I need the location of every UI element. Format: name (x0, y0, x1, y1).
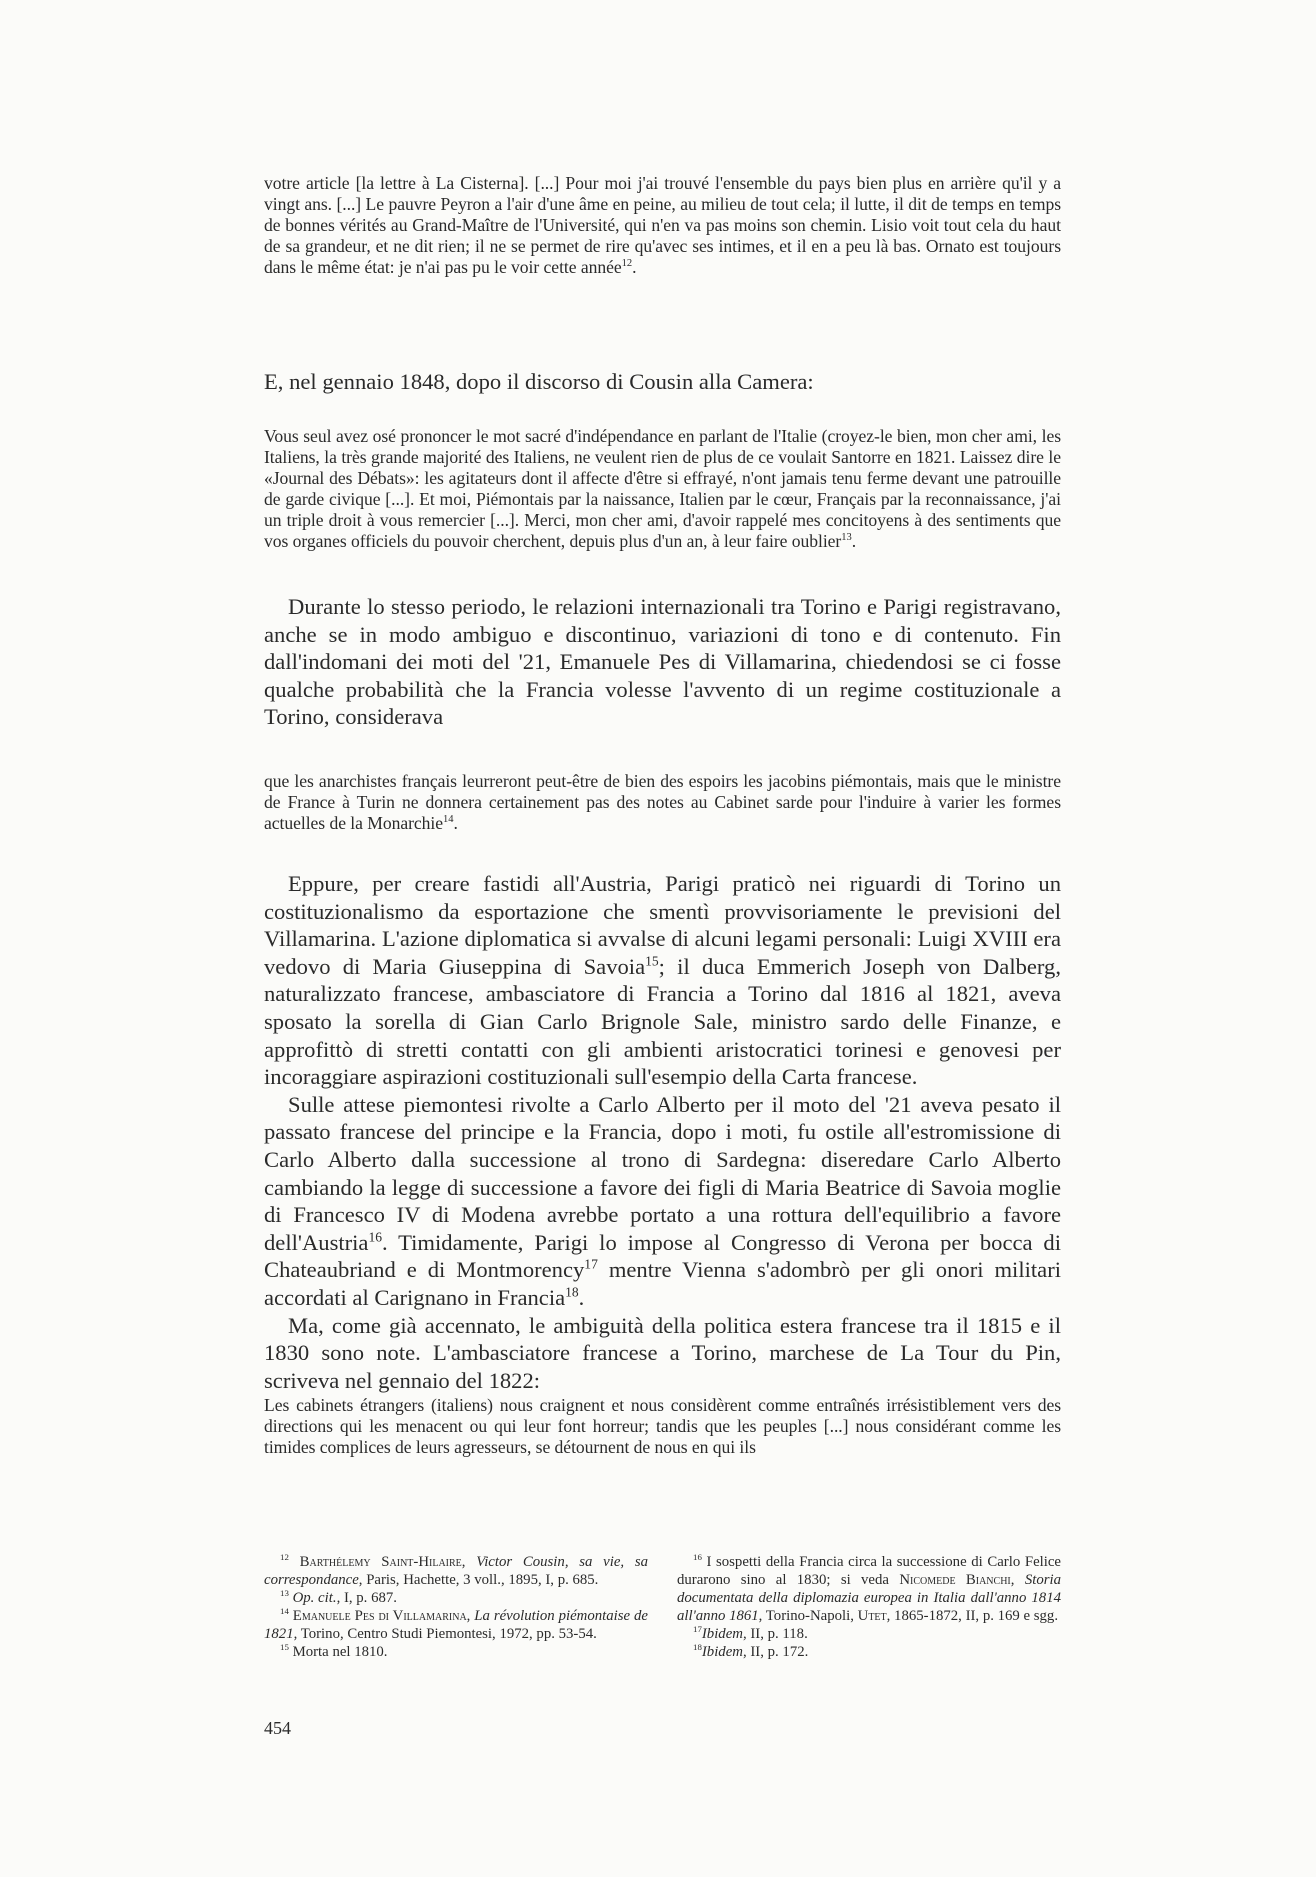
footnote-title: Storia documentata della diplomazia europea in Italia dall'anno 1814 all'anno 1861 (677, 1572, 1061, 1624)
footnote-18 (677, 1643, 1061, 1661)
footnote-15 (264, 1643, 648, 1661)
footnote-number: 17 (693, 1624, 702, 1635)
paragraph-eppure (264, 870, 1061, 1091)
footnote-text: , II, p. 172. (742, 1644, 809, 1660)
footnote-number: 14 (280, 1606, 289, 1617)
paragraph-attese (264, 1091, 1061, 1312)
footnote-ref: 18 (565, 1284, 579, 1300)
footnote-title: La révolution piémontaise de 1821 (264, 1608, 648, 1642)
footnote-text: , Torino-Napoli, (758, 1608, 858, 1624)
paragraph-text: Sulle attese piemontesi rivolte a Carlo Alberto per il moto del '21 aveva pesato il passato francese del principe e la Francia, dopo i moti, fu ostile all'estromissione di Carlo Alberto dalla successione al trono di Sardegna: diseredare Carlo Alberto cambiando la legge di successione a favore dei figli di Maria Beatrice di Savoia moglie di Francesco IV di Modena avrebbe portato a una rottura dell'equilibrio a favore dell'Austria (264, 1091, 1061, 1255)
quote-gennaio-1848: Vous seul avez osé prononcer le mot sacré d'indépendance en parlant de l'Italie (croyez-le bien, mon cher ami, les Italiens, la très grande majorité des Italiens, ne veulent rien de plus de ce voulait Santorre en 1821. Laissez dire le «Journal des Débats»: les agitateurs dont il affecte d'être si effrayé, n'ont jamais tenu ferme devant une patrouille de garde civique [...]. Et moi, Piémontais par la naissance, Italien par le cœur, Français par la reconnaissance, j'ai un triple droit à vous remercier [...]. Merci, mon cher ami, d'avoir rappelé mes concitoyens à des sentiments que vos organes officiels du pouvoir cherchent, depuis plus d'un an, à leur faire oublier$^{13}$. (264, 426, 1061, 551)
intro-paragraph: E, nel gennaio 1848, dopo il discorso di Cousin alla Camera: (264, 369, 814, 394)
footnote-text: , II, p. 118. (742, 1626, 808, 1642)
footnotes-right-column (677, 1553, 1061, 1661)
quote-text: que les anarchistes français leurreront peut-être de bien des espoirs les jacobins piémontais, mais que le ministre de France à Turin ne donnera certainement pas des notes au Cabinet sarde pour l'induire à varier les formes actuelles de la Monarchie (264, 771, 1061, 833)
footnote-12 (264, 1553, 648, 1589)
footnote-title: Op. cit. (292, 1590, 337, 1606)
footnote-ref: 17 (584, 1256, 598, 1272)
footnote-ref: 12 (621, 258, 633, 270)
footnote-publisher: Utet (857, 1608, 887, 1624)
footnote-text: , Torino, Centro Studi Piemontesi, 1972, pp. 53-54. (293, 1626, 597, 1642)
paragraph-text: mentre Vienna s'adombrò per gli onori militari accordati al Carignano in Francia (264, 1257, 1061, 1310)
footnote-title: Ibidem (701, 1626, 743, 1642)
footnote-number: 12 (280, 1552, 289, 1563)
paragraph-text: Eppure, per creare fastidi all'Austria, Parigi praticò nei riguardi di Torino un costituzionalismo da esportazione che smentì provvisoriamente le previsioni del Villamarina. L'azione diplomatica si avvalse di alcuni legami personali: Luigi XVIII era vedovo di Maria Giuseppina di Savoia (264, 871, 1061, 979)
quote-text: Vous seul avez osé prononcer le mot sacré d'indépendance en parlant de l'Italie (croyez-le bien, mon cher ami, les Italiens, la très grande majorité des Italiens, ne veulent rien de plus de ce voulait Santorre en 1821. Laissez dire le «Journal des Débats»: les agitateurs dont il affecte d'être si effrayé, n'ont jamais tenu ferme devant une patrouille de garde civique [...]. Et moi, Piémontais par la naissance, Italien par le cœur, Français par la reconnaissance, j'ai un triple droit à vous remercier [...]. Merci, mon cher ami, d'avoir rappelé mes concitoyens à des sentiments que vos organes officiels du pouvoir cherchent, depuis plus d'un an, à leur faire oublier (264, 426, 1061, 551)
footnote-title: Ibidem (701, 1644, 743, 1660)
footnote-text: , I, p. 687. (336, 1590, 397, 1606)
footnote-17 (677, 1625, 1061, 1643)
quote-text: Les cabinets étrangers (italiens) nous craignent et nous considèrent comme entraînés irrésistiblement vers des directions qui les menacent ou qui leur font horreur; tandis que les peuples [...] nous considérant comme les timides complices de leurs agresseurs, se détournent de nous en qui ils (264, 1395, 1061, 1457)
paragraph-ambiguita: Ma, come già accennato, le ambiguità della politica estera francese tra il 1815 e il 1830 sono note. L'ambasciatore francese a Torino, marchese de La Tour du Pin, scriveva nel gennaio del 1822: (264, 1312, 1061, 1393)
footnote-title: Victor Cousin, sa vie, sa correspondance (264, 1554, 649, 1588)
footnote-text: Morta nel 1810. (292, 1644, 388, 1660)
footnote-number: 18 (693, 1642, 702, 1653)
footnote-number: 15 (280, 1642, 289, 1653)
footnote-text: , 1865-1872, II, p. 169 e sgg. (886, 1608, 1059, 1624)
paragraph-relazioni: Durante lo stesso periodo, le relazioni internazionali tra Torino e Parigi registravano, anche se in modo ambiguo e discontinuo, variazioni di tono e di contenuto. Fin dall'indomani dei moti del '21, Emanuele Pes di Villamarina, chiedendosi se ci fosse qualche probabilità che la Francia volesse l'avvento di un regime costituzionale a Torino, considerava (264, 594, 1061, 730)
footnote-ref: 14 (443, 814, 454, 826)
footnote-text: I sospetti della Francia circa la successione di Carlo Felice durarono sino al 1830; si veda (677, 1554, 1061, 1588)
main-text (264, 870, 1061, 1394)
quote-text: votre article [la lettre à La Cisterna]. [...] Pour moi j'ai trouvé l'ensemble du pays bien plus en arrière qu'il y a vingt ans. [...] Le pauvre Peyron a l'air d'une âme en peine, au milieu de tout cela; il lutte, il dit de temps en temps de bonnes vérités au Grand-Maître de l'Université, qui n'en va pas moins son chemin. Lisio voit tout cela du haut de sa grandeur, et ne dit rien; il ne se permet de rire qu'avec ses intimes, et il en a peu là bas. Ornato est toujours dans le même état: je n'ai pas pu le voir cette année (264, 173, 1061, 277)
footnote-ref: 13 (841, 532, 852, 544)
footnote-14 (264, 1607, 648, 1643)
footnote-ref: 15 (645, 953, 659, 969)
quote-cousin-letter: votre article [la lettre à La Cisterna]. [...] Pour moi j'ai trouvé l'ensemble du pays bien plus en arrière qu'il y a vingt ans. [...] Le pauvre Peyron a l'air d'une âme en peine, au milieu de tout cela; il lutte, il dit de temps en temps de bonnes vérités au Grand-Maître de l'Université, qui n'en va pas moins son chemin. Lisio voit tout cela du haut de sa grandeur, et ne dit rien; il ne se permet de rire qu'avec ses intimes, et il en a peu là bas. Ornato est toujours dans le même état: je n'ai pas pu le voir cette année$^{12}$. (264, 173, 1061, 277)
paragraph-text: . (578, 1284, 585, 1310)
footnote-number: 16 (693, 1552, 702, 1563)
quote-la-tour-du-pin (264, 1395, 1061, 1458)
footnote-author: Barthélemy Saint-Hilaire, (299, 1554, 466, 1570)
footnote-ref: 16 (368, 1229, 383, 1245)
page-number: 454 (264, 1718, 291, 1738)
footnote-13 (264, 1589, 648, 1607)
paragraph-text: . Timidamente, Parigi lo impose al Congresso di Verona per bocca di Chateaubriand e di Montmorency (264, 1229, 1061, 1283)
footnotes-left-column (264, 1553, 648, 1661)
footnote-number: 13 (280, 1588, 289, 1599)
footnote-author: Emanuele Pes di Villamarina, (292, 1608, 471, 1624)
footnote-author: Nicomede Bianchi, (899, 1572, 1015, 1588)
quote-villamarina: que les anarchistes français leurreront peut-être de bien des espoirs les jacobins piémontais, mais que le ministre de France à Turin ne donnera certainement pas des notes au Cabinet sarde pour l'induire à varier les formes actuelles de la Monarchie$^{14}$. (264, 771, 1061, 833)
footnote-16 (677, 1553, 1061, 1625)
paragraph-text: ; il duca Emmerich Joseph von Dalberg, naturalizzato francese, ambasciatore di Francia a Torino dal 1816 al 1821, aveva sposato la sorella di Gian Carlo Brignole Sale, ministro sardo delle Finanze, e approfittò di stretti contatti con gli ambienti aristocratici torinesi e genovesi per incoraggiare aspirazioni costituzionali sull'esempio della Carta francese. (264, 953, 1061, 1090)
footnote-text: , Paris, Hachette, 3 voll., 1895, I, p. 685. (358, 1572, 599, 1588)
